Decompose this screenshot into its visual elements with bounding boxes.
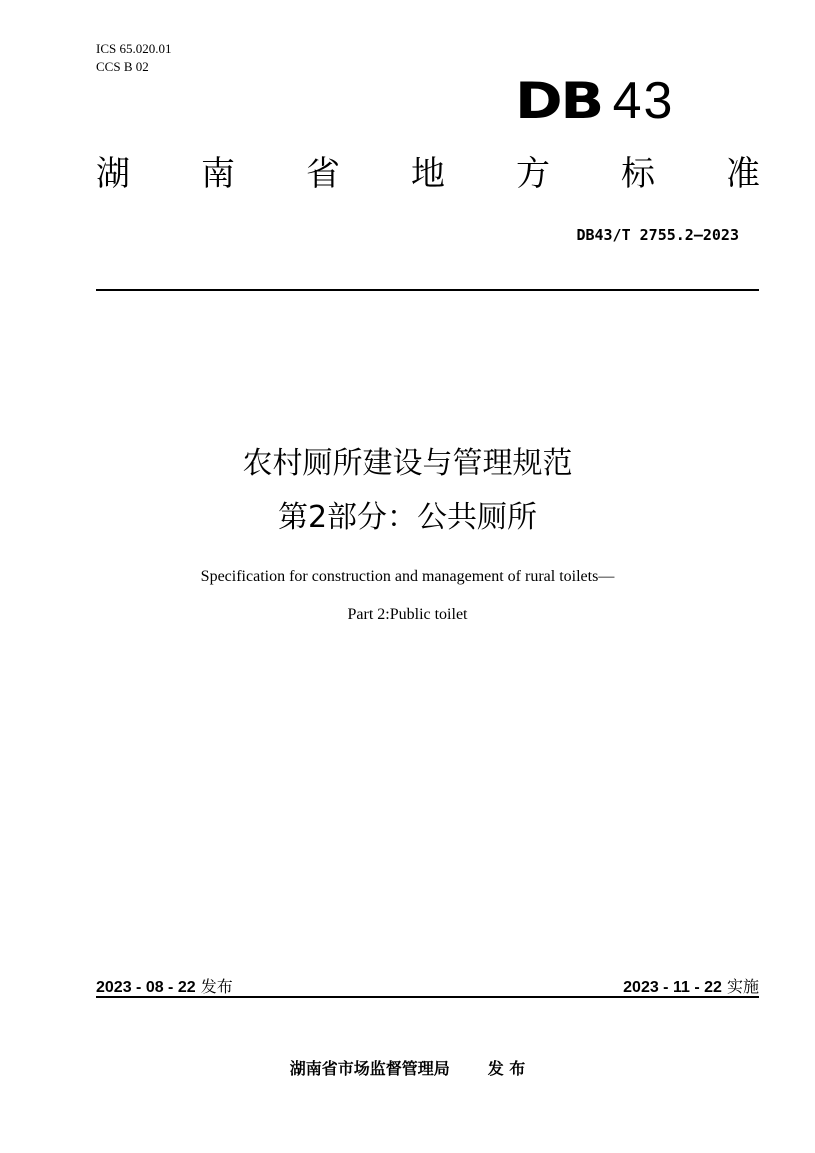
db-mark: DB — [515, 72, 602, 130]
db-province-number: 43 — [612, 72, 675, 130]
issue-date — [96, 974, 233, 997]
standard-number: DB43/T 2755.2—2023 — [576, 226, 739, 244]
title-line-1: 农村厕所建设与管理规范 — [242, 446, 573, 481]
category-char: 南 — [201, 154, 235, 194]
issuer — [0, 1056, 815, 1079]
issuer-name: 湖南省市场监督管理局 — [289, 1059, 450, 1078]
implementation-label: 实施 — [726, 977, 759, 996]
standard-category — [96, 152, 760, 196]
header-divider — [96, 289, 759, 291]
category-char: 标 — [621, 154, 655, 194]
issue-label: 发布 — [200, 977, 233, 996]
category-char: 方 — [516, 154, 550, 194]
issue-date-value: 2023 - 08 - 22 — [96, 979, 196, 996]
category-char: 湖 — [96, 154, 130, 194]
classification-codes — [96, 40, 171, 76]
english-title-line-1: Specification for construction and management of rural toilets— — [200, 568, 615, 585]
category-char: 准 — [726, 154, 760, 194]
ccs-code: CCS B 02 — [96, 59, 149, 74]
category-char: 省 — [306, 154, 340, 194]
implementation-date-value: 2023 - 11 - 22 — [623, 979, 722, 996]
db-logo — [515, 72, 675, 130]
issuer-action: 发 布 — [487, 1059, 526, 1078]
implementation-date — [623, 974, 759, 997]
ics-code: ICS 65.020.01 — [96, 41, 172, 56]
english-title-line-2: Part 2:Public toilet — [347, 606, 468, 623]
category-char: 地 — [411, 154, 445, 194]
footer-divider — [96, 996, 759, 998]
title-line-2: 第2部分：公共厕所 — [277, 500, 538, 535]
